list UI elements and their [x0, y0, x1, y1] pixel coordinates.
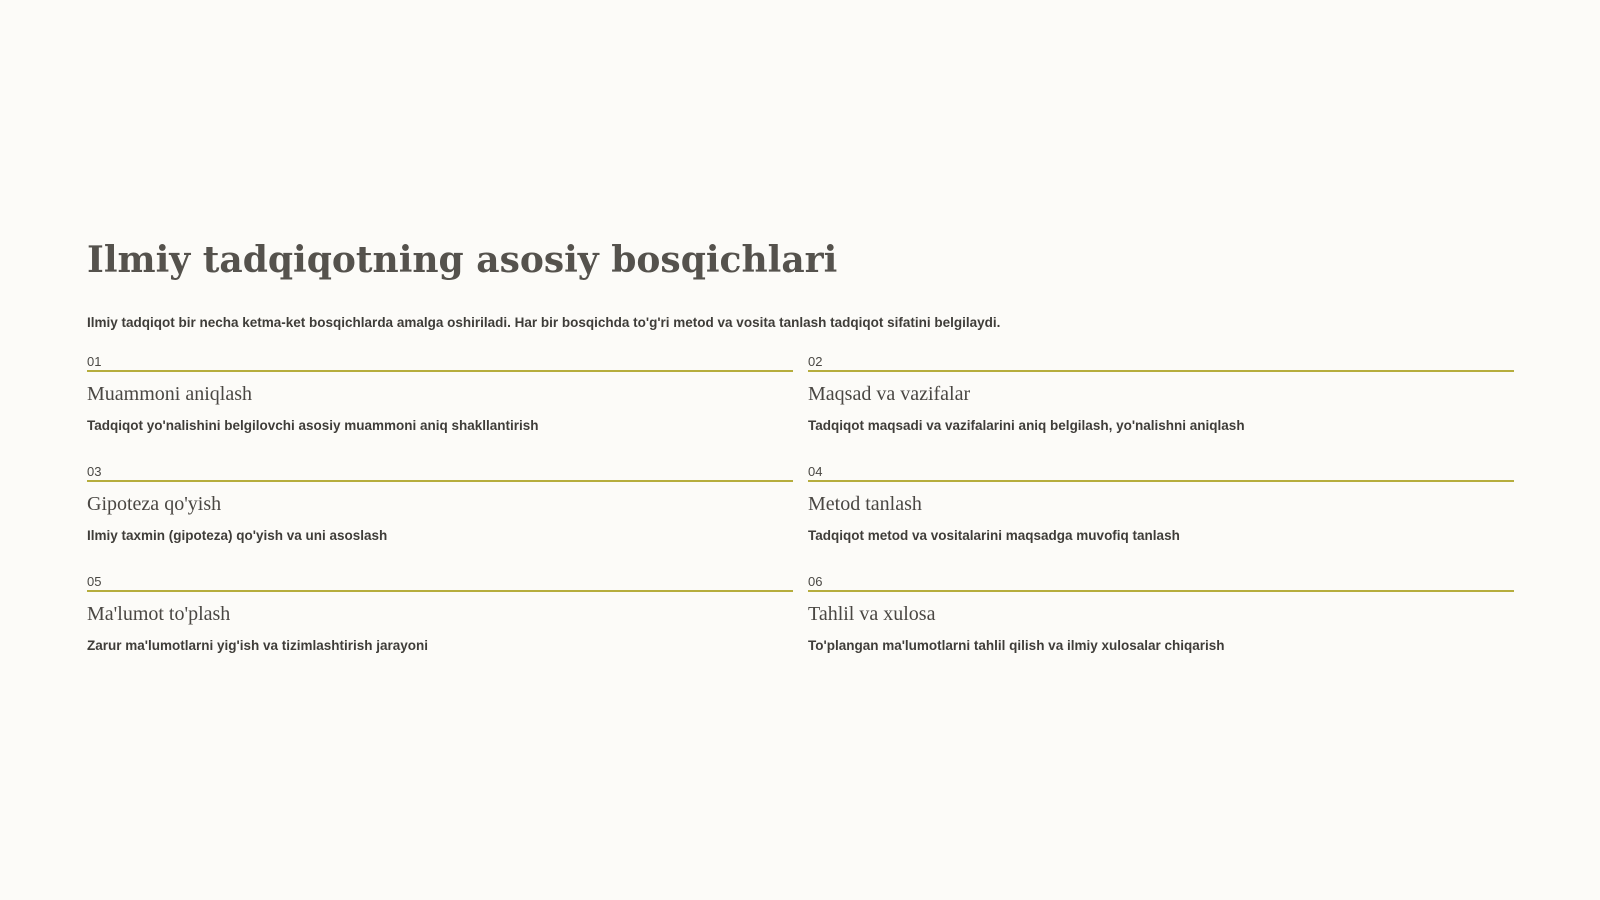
step-number: 01 — [87, 354, 102, 369]
step-number: 04 — [808, 464, 823, 479]
step-number: 06 — [808, 574, 823, 589]
step-number: 05 — [87, 574, 102, 589]
step-item-6 — [808, 574, 1514, 684]
step-item-1 — [87, 354, 793, 464]
slide-intro: Ilmiy tadqiqot bir necha ketma-ket bosqichlarda amalga oshiriladi. Har bir bosqichda to'g'ri metod va vosita tanlash tadqiqot sifatini belgilaydi. — [87, 315, 1001, 330]
step-title: Ma'lumot to'plash — [87, 603, 231, 625]
step-description: Zarur ma'lumotlarni yig'ish va tizimlashtirish jarayoni — [87, 638, 429, 653]
step-description: Tadqiqot maqsadi va vazifalarini aniq belgilash, yo'nalishni aniqlash — [808, 418, 1245, 433]
step-number: 03 — [87, 464, 102, 479]
slide-title: Ilmiy tadqiqotning asosiy bosqichlari — [87, 239, 838, 281]
step-divider — [808, 590, 1514, 592]
step-item-3 — [87, 464, 793, 574]
step-description: Tadqiqot metod va vositalarini maqsadga muvofiq tanlash — [808, 528, 1180, 543]
step-divider — [87, 370, 793, 372]
steps-grid — [87, 354, 1514, 684]
step-description: Tadqiqot yo'nalishini belgilovchi asosiy muammoni aniq shakllantirish — [87, 418, 539, 433]
step-item-5 — [87, 574, 793, 684]
step-item-2 — [808, 354, 1514, 464]
step-title: Tahlil va xulosa — [808, 603, 936, 625]
step-item-4 — [808, 464, 1514, 574]
step-number: 02 — [808, 354, 823, 369]
step-title: Metod tanlash — [808, 493, 922, 515]
step-title: Muammoni aniqlash — [87, 383, 252, 405]
step-description: Ilmiy taxmin (gipoteza) qo'yish va uni asoslash — [87, 528, 388, 543]
step-divider — [808, 480, 1514, 482]
step-title: Gipoteza qo'yish — [87, 493, 222, 515]
step-divider — [808, 370, 1514, 372]
step-divider — [87, 590, 793, 592]
step-title: Maqsad va vazifalar — [808, 383, 971, 405]
step-description: To'plangan ma'lumotlarni tahlil qilish va ilmiy xulosalar chiqarish — [808, 638, 1225, 653]
step-divider — [87, 480, 793, 482]
